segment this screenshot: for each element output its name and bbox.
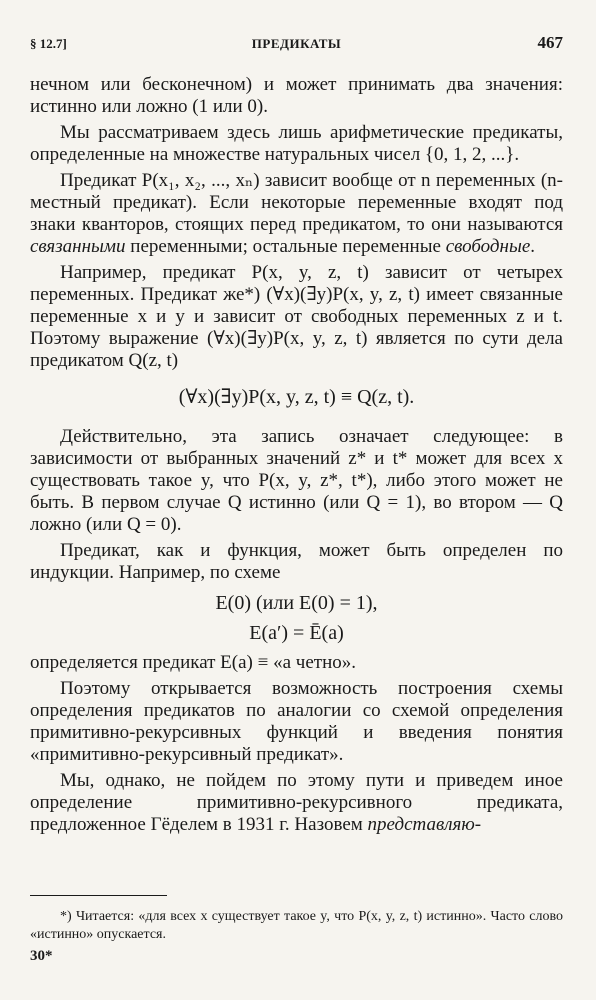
paragraph-n-place-predicate: Предикат P(x₁, x₂, ..., xₙ) зависит вообще от n переменных (n-местный предикат). Если некоторые переменные входят под знаки кванторов, стоящих перед предикатом, то они называются связанными переменными; остальные переменные свободные.: [30, 170, 563, 257]
running-header: [30, 33, 563, 55]
paragraph-induction: Предикат, как и функция, может быть определен по индукции. Например, по схеме: [30, 540, 563, 583]
paragraph-interpretation: Действительно, эта запись означает следующее: в зависимости от выбранных значений z* и t* может для всех x существовать такое y, что P(x, y, z*, t*), либо этого может не быть. В первом случае Q истинно (или Q = 1), во втором — Q ложно (или Q = 0).: [30, 426, 563, 535]
formula-base-case: E(0) (или E(0) = 1),: [215, 592, 378, 614]
formula-quantified-predicate: (∀x)(∃y)P(x, y, z, t) ≡ Q(z, t).: [178, 386, 415, 408]
emphasis-representable: представляю-: [367, 814, 482, 835]
paragraph-example: Например, предикат P(x, y, z, t) зависит от четырех переменных. Предикат же*) (∀x)(∃y)P(x, y, z, t) имеет связанные переменные x и y и зависит от свободных переменных z и t. Поэтому выражение (∀x)(∃y)P(x, y, z, t) является по сути дела предикатом Q(z, t): [30, 262, 563, 371]
emphasis-free: свободные: [445, 236, 531, 257]
page-number: 467: [537, 33, 563, 52]
paragraph-continued: нечном или бесконечном) и может принимать два значения: истинно или ложно (1 или 0).: [30, 74, 563, 117]
formula-step-case: E(a′) = Ē(a): [249, 622, 344, 644]
signature-mark: 30*: [30, 948, 53, 964]
running-title: ПРЕДИКАТЫ: [251, 36, 342, 51]
paragraph-arithmetic-predicates: Мы рассматриваем здесь лишь арифметические предикаты, определенные на множестве натуральных чисел {0, 1, 2, ...}.: [30, 122, 563, 165]
emphasis-bound: связанными: [30, 236, 126, 257]
footnote: *) Читается: «для всех x существует такое y, что P(x, y, z, t) истинно». Часто слово «истинно» опускается.: [30, 909, 563, 942]
paragraph-primitive-recursive: Поэтому открывается возможность построения схемы определения предикатов по аналогии со схемой определения примитивно-рекурсивных функций и введения понятия «примитивно-рекурсивный предикат».: [30, 678, 563, 765]
book-page: [30, 0, 563, 1000]
paragraph-even-predicate: определяется предикат E(a) ≡ «a четно».: [30, 652, 356, 673]
body-text: [30, 74, 563, 836]
paragraph-goedel: Мы, однако, не пойдем по этому пути и приведем иное определение примитивно-рекурсивного предиката, предложенное Гёделем в 1931 г. Назовем представляю-: [30, 770, 563, 835]
footnote-rule: [30, 895, 167, 896]
section-ref: § 12.7]: [30, 36, 67, 51]
